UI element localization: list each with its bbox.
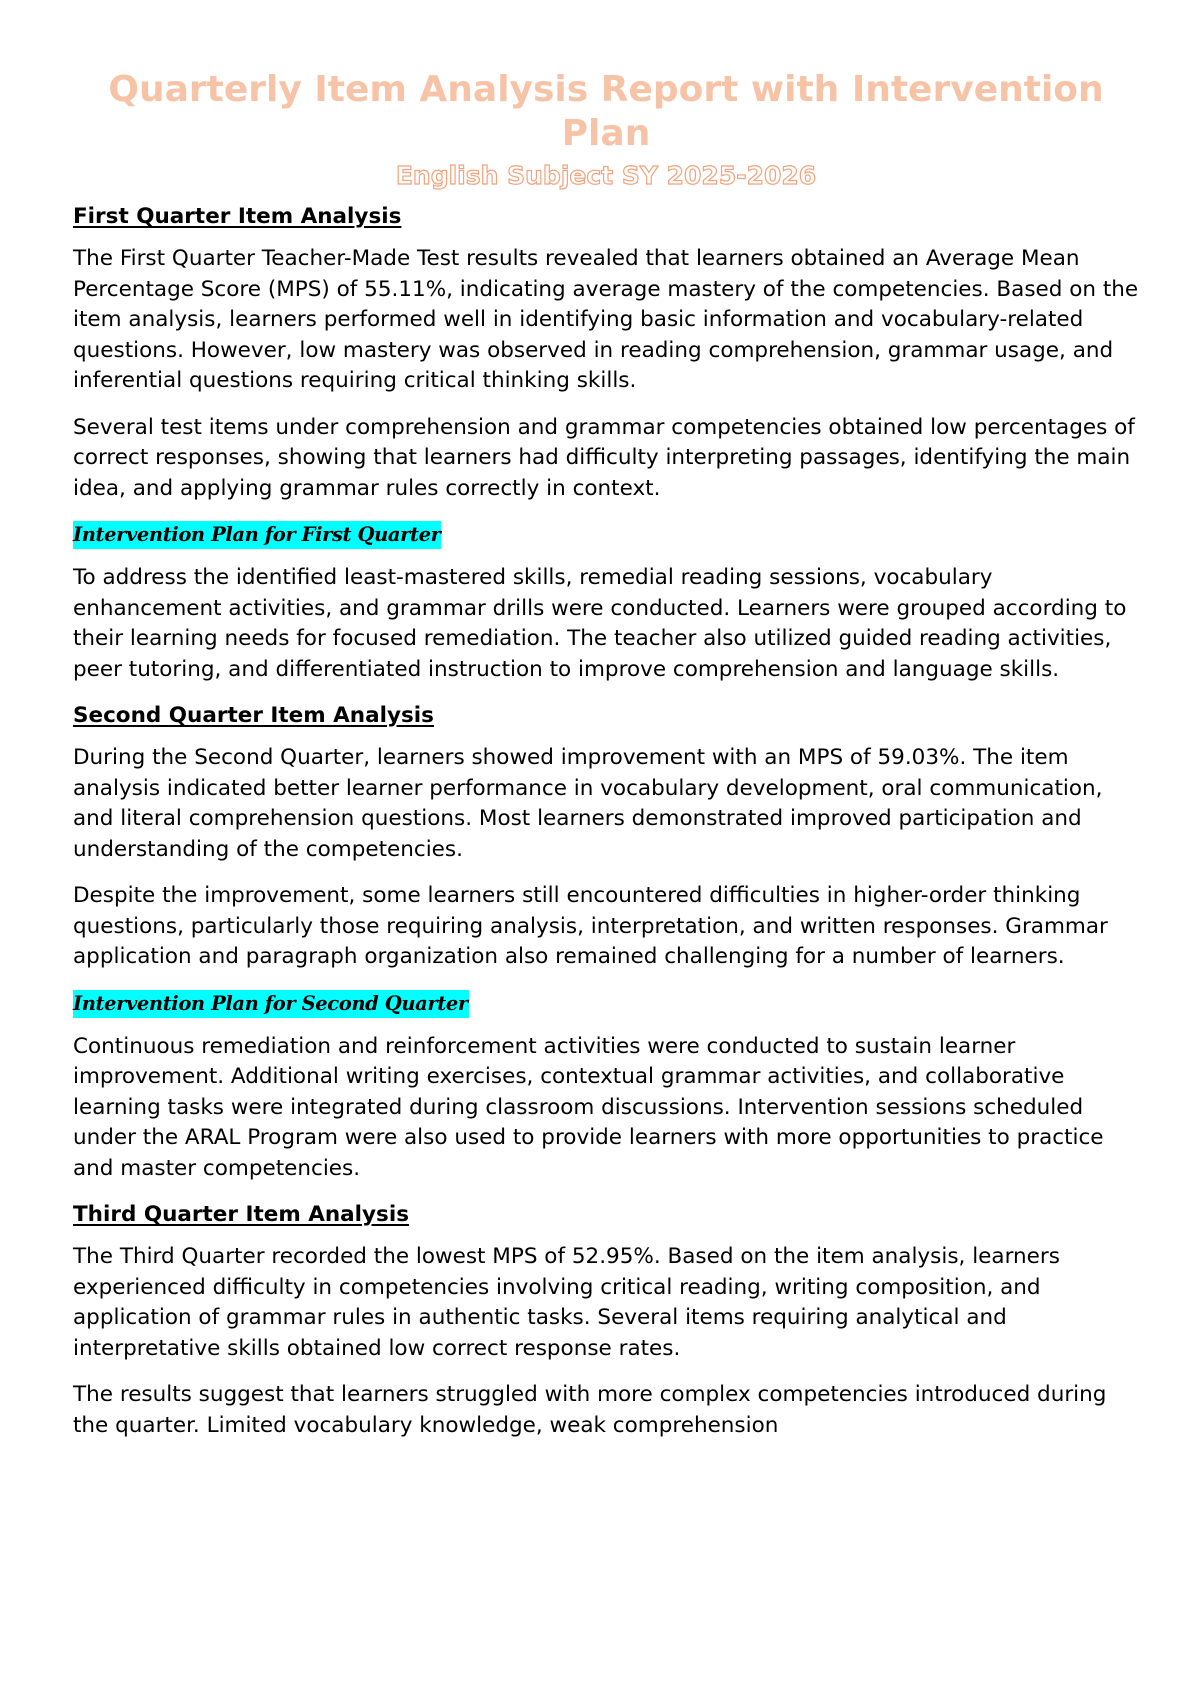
document-subtitle: English Subject SY 2025-2026 bbox=[395, 161, 817, 190]
q1-plan-paragraph: To address the identified least-mastered skills, remedial reading sessions, vocabulary enhancement activities, and grammar drills were conducted. Learners were grouped according to their learning needs for focused remediation. The teacher also utilized guided reading activities, peer tutoring, and differentiated instruction to improve comprehension and language skills. bbox=[73, 565, 1127, 682]
q1-plan-heading-text: Intervention Plan for First Quarter bbox=[73, 521, 441, 549]
q2-plan-heading-text: Intervention Plan for Second Quarter bbox=[73, 990, 469, 1018]
q1-paragraph-2: Several test items under comprehension and grammar competencies obtained low percentages of correct responses, showing that learners had difficulty interpreting passages, identifying the main idea, and applying grammar rules correctly in context. bbox=[73, 414, 1135, 501]
q3-heading: Third Quarter Item Analysis bbox=[73, 1202, 410, 1227]
q2-plan-heading bbox=[73, 989, 1139, 1020]
q1-plan-heading bbox=[73, 520, 1139, 551]
q2-paragraph-1: During the Second Quarter, learners showed improvement with an MPS of 59.03%. The item analysis indicated better learner performance in vocabulary development, oral communication, and literal comprehension questions. Most learners demonstrated improved participation and understanding of the competencies. bbox=[73, 745, 1103, 862]
q2-plan-paragraph: Continuous remediation and reinforcement activities were conducted to sustain learner improvement. Additional writing exercises, contextual grammar activities, and collaborative learning tasks were integrated during classroom discussions. Intervention sessions scheduled under the ARAL Program were also used to provide learners with more opportunities to practice and master competencies. bbox=[73, 1033, 1104, 1181]
q1-paragraph-1: The First Quarter Teacher-Made Test results revealed that learners obtained an Average Mean Percentage Score (MPS) of 55.11%, indicating average mastery of the competencies. Based on the item analysis, learners performed well in identifying basic information and vocabulary-related questions. However, low mastery was observed in reading comprehension, grammar usage, and inferential questions requiring critical thinking skills. bbox=[73, 246, 1139, 393]
q2-paragraph-2: Despite the improvement, some learners still encountered difficulties in higher-order thinking questions, particularly those requiring analysis, interpretation, and written responses. Grammar application and paragraph organization also remained challenging for a number of learners. bbox=[73, 883, 1108, 969]
q3-paragraph-2: The results suggest that learners struggled with more complex competencies introduced during the quarter. Limited vocabulary knowledge, weak comprehension bbox=[73, 1382, 1107, 1438]
q3-paragraph-1: The Third Quarter recorded the lowest MPS of 52.95%. Based on the item analysis, learners experienced difficulty in competencies involving critical reading, writing composition, and application of grammar rules in authentic tasks. Several items requiring analytical and interpretative skills obtained low correct response rates. bbox=[73, 1244, 1060, 1361]
document-title: Quarterly Item Analysis Report with Intervention Plan bbox=[108, 69, 1104, 154]
q1-heading: First Quarter Item Analysis bbox=[73, 204, 402, 229]
q2-heading: Second Quarter Item Analysis bbox=[73, 703, 434, 728]
document-page bbox=[73, 68, 1139, 1457]
